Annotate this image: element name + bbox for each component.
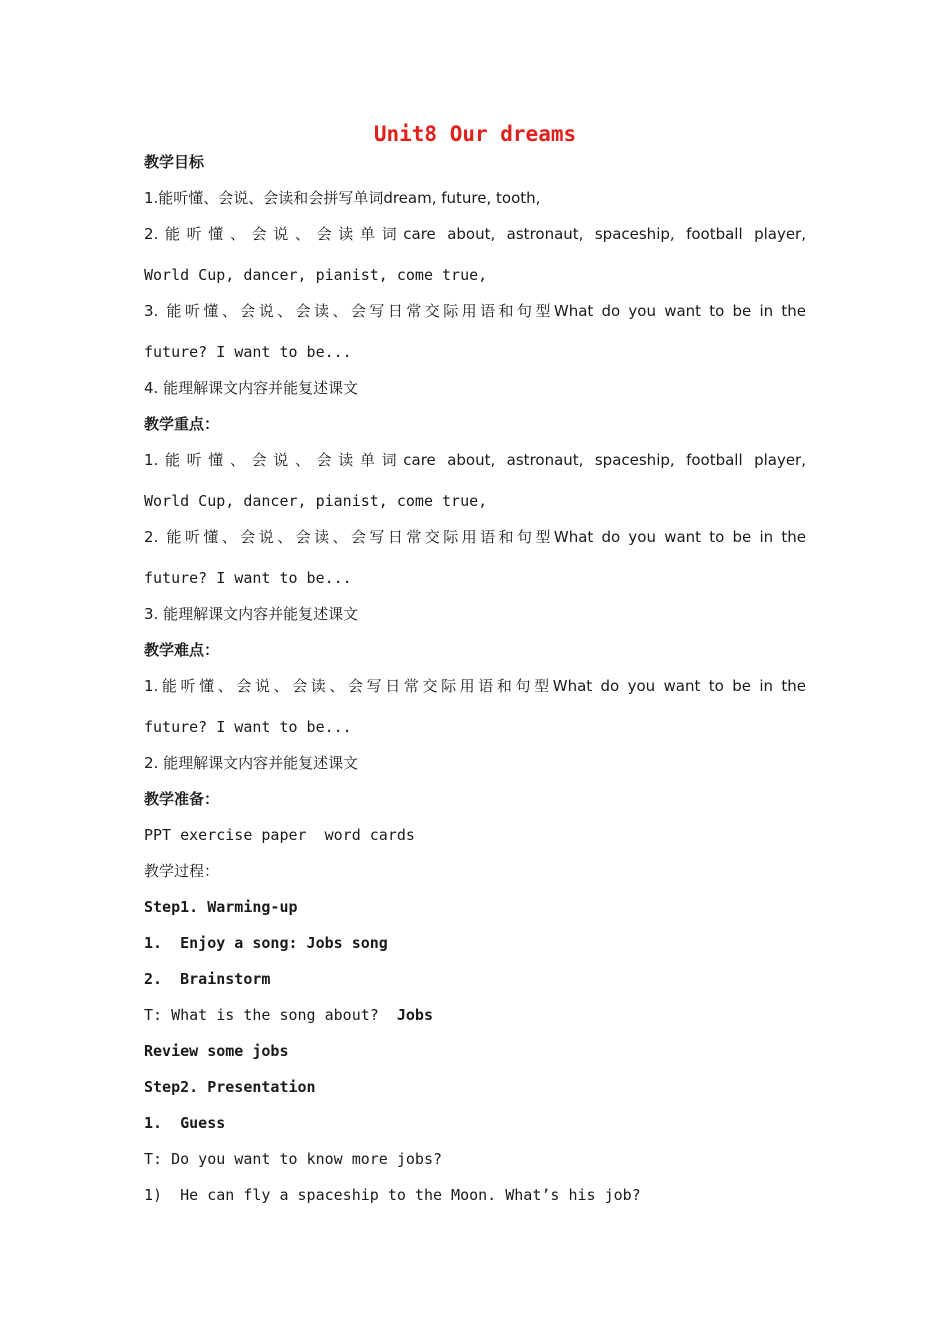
step2-heading: Step2. Presentation [144,1078,316,1096]
goals-item-2-line-2: World Cup, dancer, pianist, come true, [144,266,488,284]
guess-item-1: 1) He can fly a spaceship to the Moon. What’s his job? [144,1186,641,1204]
goals-heading: 教学目标 [144,153,205,171]
goals-item-2-line-1: 2.能听懂、会说、会读单词care about, astronaut, spaceship, football player, [144,225,806,243]
goals-item-4: 4. 能理解课文内容并能复述课文 [144,379,359,397]
goals-item-1: 1.能听懂、会说、会读和会拼写单词dream, future, tooth, [144,189,541,207]
preparation-items: PPT exercise paper word cards [144,826,415,844]
difficulties-item-2: 2. 能理解课文内容并能复述课文 [144,754,359,772]
difficulties-heading: 教学难点： [144,641,220,659]
teacher-question-song [144,1005,806,1025]
key-points-item-2-line-1: 2. 能听懂、会说、会读、会写日常交际用语和句型What do you want to be in the [144,528,806,546]
key-points-item-1-line-2: World Cup, dancer, pianist, come true, [144,492,488,510]
key-points-item-1-line-1: 1.能听懂、会说、会读单词care about, astronaut, spaceship, football player, [144,451,806,469]
teacher-question-text: T: What is the song about? [144,1006,397,1024]
difficulties-item-1-line-2: future? I want to be... [144,718,352,736]
key-points-heading: 教学重点： [144,415,220,433]
step1-heading: Step1. Warming-up [144,898,298,916]
preparation-heading: 教学准备： [144,790,220,808]
goals-item-3-line-2: future? I want to be... [144,343,352,361]
teacher-question-answer: Jobs [396,1006,433,1024]
teacher-question-more-jobs: T: Do you want to know more jobs? [144,1150,443,1168]
document-title: Unit8 Our dreams [373,122,577,146]
goals-item-3-line-1: 3. 能听懂、会说、会读、会写日常交际用语和句型What do you want to be in the [144,302,806,320]
key-points-item-2-line-2: future? I want to be... [144,569,352,587]
difficulties-item-1-line-1: 1.能听懂、会说、会读、会写日常交际用语和句型What do you want to be in the [144,677,806,695]
step2-item-1: 1. Guess [144,1114,226,1132]
review-jobs: Review some jobs [144,1042,289,1060]
step1-item-1: 1. Enjoy a song: Jobs song [144,934,388,952]
step1-item-2: 2. Brainstorm [144,970,271,988]
process-heading: 教学过程： [144,862,220,880]
key-points-item-3: 3. 能理解课文内容并能复述课文 [144,605,359,623]
